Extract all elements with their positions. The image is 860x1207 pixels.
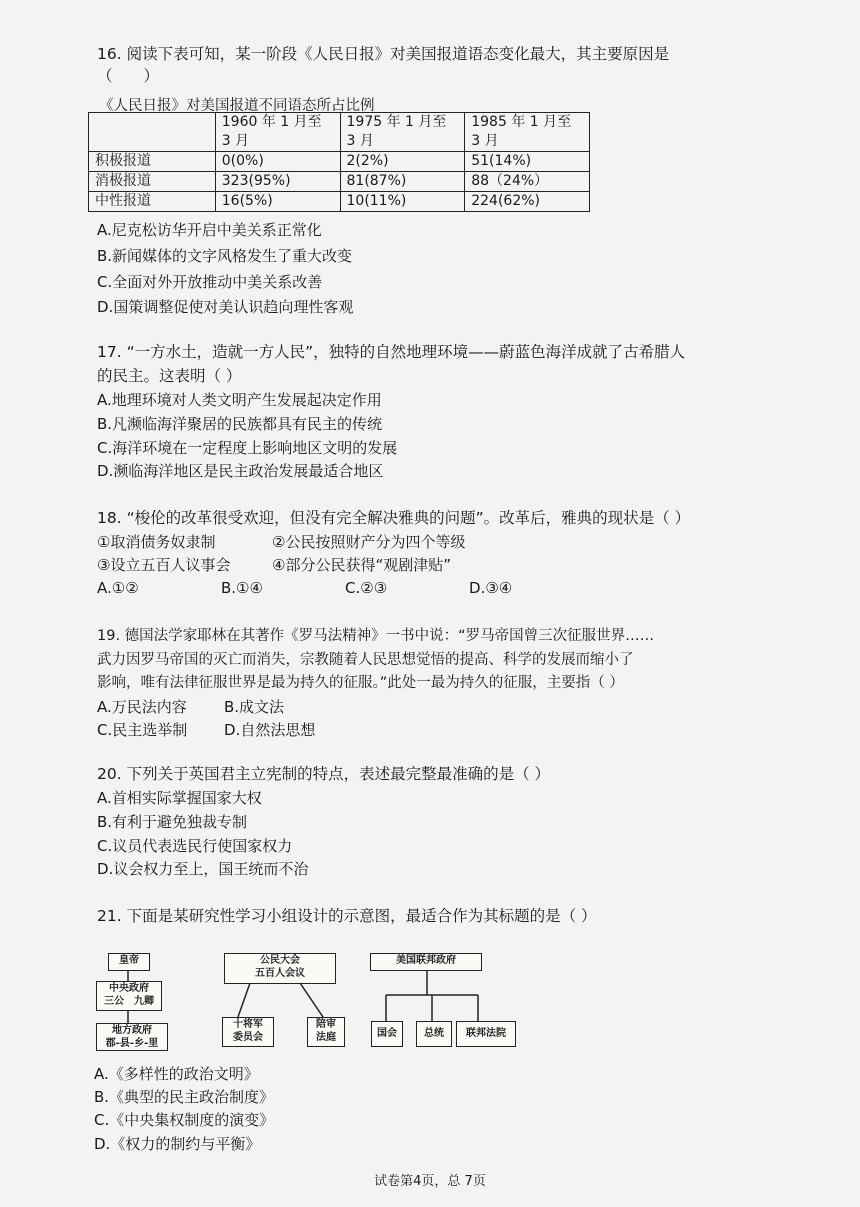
q19-option-b: B.成文法: [224, 698, 285, 716]
q19-option-d: D.自然法思想: [224, 721, 316, 739]
table-cell: 88（24%）: [465, 172, 590, 192]
q21-option-d: D.《权力的制约与平衡》: [94, 1135, 261, 1153]
q17-option-d: D.濒临海洋地区是民主政治发展最适合地区: [97, 462, 384, 480]
q18-item-1: ①取消债务奴隶制: [97, 533, 216, 551]
q20-option-c: C.议员代表选民行使国家权力: [97, 837, 293, 855]
d3-president-box: 总统: [416, 1021, 452, 1047]
q18-option-a: A.①②: [97, 579, 139, 597]
q18-item-3: ③设立五百人议事会: [97, 556, 231, 574]
table-header-row: [89, 113, 590, 152]
d2-assembly-box: 公民大会 五百人会议: [224, 953, 336, 984]
q17-option-a: A.地理环境对人类文明产生发展起决定作用: [97, 391, 382, 409]
q19-stem-line2: 武力因罗马帝国的灭亡而消失，宗教随着人民思想觉悟的提高、科学的发展而缩小了: [97, 652, 634, 668]
table-row: [89, 152, 590, 172]
table-row: [89, 172, 590, 192]
table-header-cell: 1975 年 1 月至 3 月: [340, 113, 465, 152]
table-cell: 中性报道: [89, 192, 216, 212]
q21-stem: 21. 下面是某研究性学习小组设计的示意图，最适合作为其标题的是（ ）: [97, 907, 597, 925]
q16-option-a: A.尼克松访华开启中美关系正常化: [97, 221, 322, 239]
q20-option-b: B.有利于避免独裁专制: [97, 813, 248, 831]
q18-item-4: ④部分公民获得“观剧津贴”: [272, 556, 451, 574]
table-cell: 16(5%): [215, 192, 340, 212]
table-row: [89, 192, 590, 212]
table-header-cell: 1960 年 1 月至 3 月: [215, 113, 340, 152]
table-cell: 10(11%): [340, 192, 465, 212]
q16-table-caption: 《人民日报》对美国报道不同语态所占比例: [99, 98, 375, 114]
q16-option-c: C.全面对外开放推动中美关系改善: [97, 273, 323, 291]
q18-option-d: D.③④: [469, 579, 513, 597]
q16-stem-line1: 16. 阅读下表可知，某一阶段《人民日报》对美国报道语态变化最大，其主要原因是: [97, 45, 670, 63]
q18-option-b: B.①④: [221, 579, 263, 597]
table-cell: 2(2%): [340, 152, 465, 172]
q17-option-c: C.海洋环境在一定程度上影响地区文明的发展: [97, 439, 398, 457]
q17-stem-line2: 的民主。这表明（ ）: [97, 367, 242, 385]
d2-generals-box: 十将军 委员会: [222, 1017, 274, 1047]
d2-jury-box: 陪审 法庭: [307, 1017, 345, 1047]
q20-stem: 20. 下列关于英国君主立宪制的特点，表述最完整最准确的是（ ）: [97, 765, 551, 783]
table-header-cell: 1985 年 1 月至 3 月: [465, 113, 590, 152]
table-cell: 224(62%): [465, 192, 590, 212]
d1-local-gov-box: 地方政府 郡-县-乡-里: [96, 1023, 168, 1051]
q16-stem-line2: （ ）: [97, 67, 160, 85]
q21-option-b: B.《典型的民主政治制度》: [94, 1088, 275, 1106]
table-cell: 积极报道: [89, 152, 216, 172]
page-footer: 试卷第4页，总 7页: [374, 1174, 486, 1189]
q16-table: [88, 112, 590, 212]
d1-emperor-box: 皇帝: [108, 953, 150, 971]
q19-option-a: A.万民法内容: [97, 698, 187, 716]
q17-option-b: B.凡濒临海洋聚居的民族都具有民主的传统: [97, 415, 383, 433]
q19-option-c: C.民主选举制: [97, 721, 188, 739]
q18-option-c: C.②③: [345, 579, 388, 597]
table-cell: 323(95%): [215, 172, 340, 192]
q16-option-b: B.新闻媒体的文字风格发生了重大改变: [97, 247, 353, 265]
q17-stem-line1: 17. “一方水土，造就一方人民”，独特的自然地理环境——蔚蓝色海洋成就了古希腊人: [97, 343, 686, 361]
q21-option-c: C.《中央集权制度的演变》: [94, 1111, 275, 1129]
q18-stem: 18. “梭伦的改革很受欢迎，但没有完全解决雅典的问题”。改革后，雅典的现状是（ ）: [97, 509, 691, 527]
q19-stem-line1: 19. 德国法学家耶林在其著作《罗马法精神》一书中说：“罗马帝国曾三次征服世界……: [97, 628, 655, 644]
q19-stem-line3: 影响，唯有法律征服世界是最为持久的征服。”此处一最为持久的征服，主要指（ ）: [97, 675, 624, 691]
table-cell: 0(0%): [215, 152, 340, 172]
q18-item-2: ②公民按照财产分为四个等级: [272, 533, 466, 551]
table-cell: 51(14%): [465, 152, 590, 172]
table-cell: 消极报道: [89, 172, 216, 192]
d3-congress-box: 国会: [371, 1021, 403, 1047]
q16-option-d: D.国策调整促使对美认识趋向理性客观: [97, 298, 354, 316]
q21-option-a: A.《多样性的政治文明》: [94, 1065, 259, 1083]
d3-court-box: 联邦法院: [456, 1021, 516, 1047]
d3-federal-gov-box: 美国联邦政府: [370, 953, 482, 971]
q20-option-a: A.首相实际掌握国家大权: [97, 789, 262, 807]
q20-option-d: D.议会权力至上，国王统而不治: [97, 860, 309, 878]
table-header-cell: [89, 113, 216, 152]
table-cell: 81(87%): [340, 172, 465, 192]
d1-central-gov-box: 中央政府 三公 九卿: [96, 981, 162, 1011]
